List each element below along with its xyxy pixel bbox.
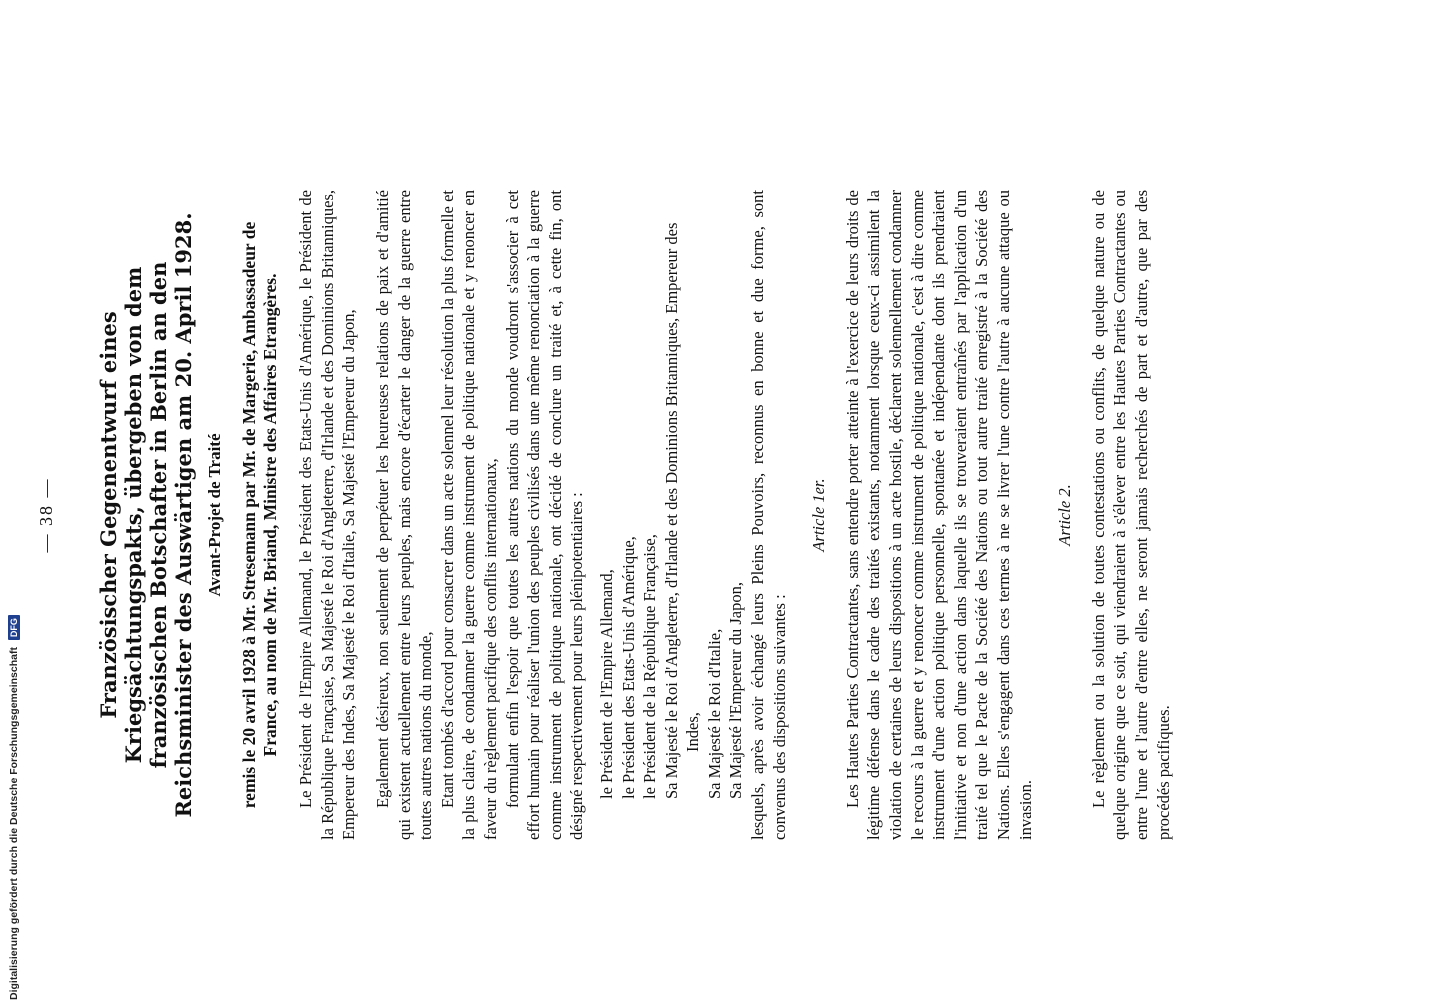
treaty-heading: Avant-Projet de Traité	[204, 433, 224, 597]
article-text: Le règlement ou la solution de toutes contestations ou conflits, de quelque nature ou de quelque origine que ce soit, qui viendraient à s'élever entre les Hautes Parties Contractantes ou entre l'une et l'autre d'entre elles, ne seront jamais recherchés de part et d'autre, que par des procédés pacifiques.	[1088, 190, 1173, 840]
closing-formula: lesquels, après avoir échangé leurs Pleins Pouvoirs, reconnus en bonne et due forme, sont convenus des dispositions suivantes :	[748, 190, 789, 840]
page-number: — 38 —	[36, 477, 56, 553]
preamble-paragraph: Egalement désireux, non seulement de perpétuer les heureuses relations de paix et d'amitié qui existent actuellement entre leurs peuples, mais encore d'écarter le danger de la guerre entre toutes autres nations du monde,	[372, 190, 436, 840]
plenipotentiary-item: Sa Majesté le Roi d'Angleterre, d'Irlande et des Dominions Britanniques, Empereur des	[661, 222, 681, 799]
document-title: Französischer Gegenentwurf eines Kriegsächtungspakts, übergeben von dem französischen Botschafter in Berlin an den Reichsminister des Auswärtigen am 20. April 1928.	[95, 212, 196, 818]
treaty-subtitle: remis le 20 avril 1928 à Mr. Stresemann par Mr. de Margerie, Ambassadeur de France, au nom de Mr. Briand, Ministre des Affaires Etrangères.	[239, 221, 281, 809]
article-label: Article 1er.	[809, 478, 829, 552]
plenipotentiary-item: Sa Majesté l'Empereur du Japon,	[726, 582, 746, 799]
plenipotentiary-item: le Président des Etats-Unis d'Amérique,	[618, 536, 638, 799]
plenipotentiary-item: Sa Majesté le Roi d'Italie,	[704, 628, 724, 799]
article-label: Article 2.	[1055, 484, 1075, 546]
dfg-logo: DFG	[8, 615, 20, 640]
page-content	[36, 190, 1174, 840]
plenipotentiary-item: le Président de la République Française,	[640, 534, 660, 799]
article-text: Les Hautes Parties Contractantes, sans entendre porter atteinte à l'exercice de leurs droits de légitime défense dans le cadre des traités existants, notamment lorsque ceux-ci assimilent la violation de certaines de leurs dispositions à un acte hostile, déclarent solennellement condamner le recours à la guerre et y renoncer comme instrument de politique nationale, c'est à dire comme instrument d'une action politique personnelle, spontanée et indépendante dont ils prendraient l'initiative et non d'une action dans laquelle ils se trouveraient entraînés par l'application d'un traité tel que le Pacte de la Société des Nations ou tout autre traité enregistré à la Société des Nations. Elles s'engagent dans ces termes à ne se livrer l'une contre l'autre à aucune attaque ou invasion.	[842, 190, 1035, 840]
preamble-paragraph: formulant enfin l'espoir que toutes les autres nations du monde voudront s'associer à cet effort humain pour réaliser l'union des peuples civilisés dans une même renonciation à la guerre comme instrument de politique nationale, ont décidé de conclure un traité et, à cette fin, ont désigné respectivement pour leurs plénipotentiaires :	[502, 190, 587, 840]
plenipotentiary-item: Indes,	[683, 712, 703, 752]
plenipotentiaries-list	[596, 190, 747, 840]
preamble-paragraph: Etant tombés d'accord pour consacrer dans un acte solennel leur résolution la plus formelle et la plus claire, de condamner la guerre comme instrument de politique nationale et y renoncer en faveur du règlement pacifique des conflits internationaux,	[437, 190, 500, 840]
digitization-note-text: Digitalisierung gefördert durch die Deutsche Forschungsgemeinschaft	[8, 647, 20, 1000]
preamble-paragraph: Le Président de l'Empire Allemand, le Président des Etats-Unis d'Amérique, le Président de la République Française, Sa Majesté le Roi d'Angleterre, d'Irlande et des Dominions Britanniques, Empereur des Indes, Sa Majesté le Roi d'Italie, Sa Majesté l'Empereur du Japon,	[296, 190, 359, 840]
plenipotentiary-item: le Président de l'Empire Allemand,	[596, 569, 616, 799]
digitization-note	[8, 0, 20, 1000]
